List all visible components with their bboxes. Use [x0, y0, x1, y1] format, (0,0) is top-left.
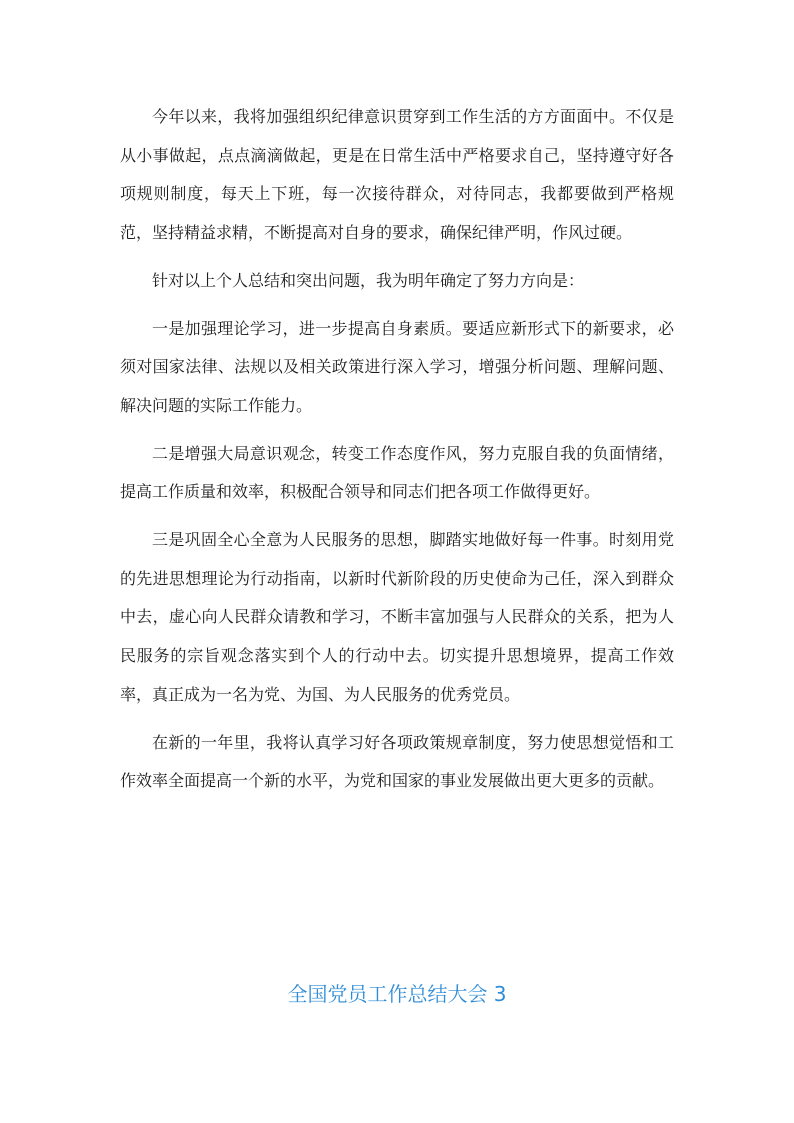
document-body: [120, 98, 674, 810]
paragraph-point-one: 一是加强理论学习，进一步提高自身素质。要适应新形式下的新要求，必须对国家法律、法规以及相关政策进行深入学习，增强分析问题、理解问题、解决问题的实际工作能力。: [120, 318, 674, 415]
paragraph-closing: 在新的一年里，我将认真学习好各项政策规章制度，努力使思想觉悟和工作效率全面提高一个新的水平，为党和国家的事业发展做出更大更多的贡献。: [120, 732, 674, 791]
section-heading: 全国党员工作总结大会 3: [287, 982, 507, 1006]
paragraph-discipline: 今年以来，我将加强组织纪律意识贯穿到工作生活的方方面面中。不仅是从小事做起，点点滴滴做起，更是在日常生活中严格要求自己，坚持遵守好各项规则制度，每天上下班，每一次接待群众，对待同志，我都要做到严格规范，坚持精益求精，不断提高对自身的要求，确保纪律严明，作风过硬。: [120, 107, 674, 243]
paragraph-point-two: 二是增强大局意识观念，转变工作态度作风，努力克服自我的负面情绪，提高工作质量和效率，积极配合领导和同志们把各项工作做得更好。: [120, 443, 674, 502]
paragraph-point-three: 三是巩固全心全意为人民服务的思想，脚踏实地做好每一件事。时刻用党的先进思想理论为行动指南，以新时代新阶段的历史使命为己任，深入到群众中去，虚心向人民群众请教和学习，不断丰富加强与人民群众的关系，把为人民服务的宗旨观念落实到个人的行动中去。切实提升思想境界，提高工作效率，真正成为一名为党、为国、为人民服务的优秀党员。: [120, 530, 674, 704]
paragraph-direction-intro: 针对以上个人总结和突出问题，我为明年确定了努力方向是：: [152, 270, 585, 290]
